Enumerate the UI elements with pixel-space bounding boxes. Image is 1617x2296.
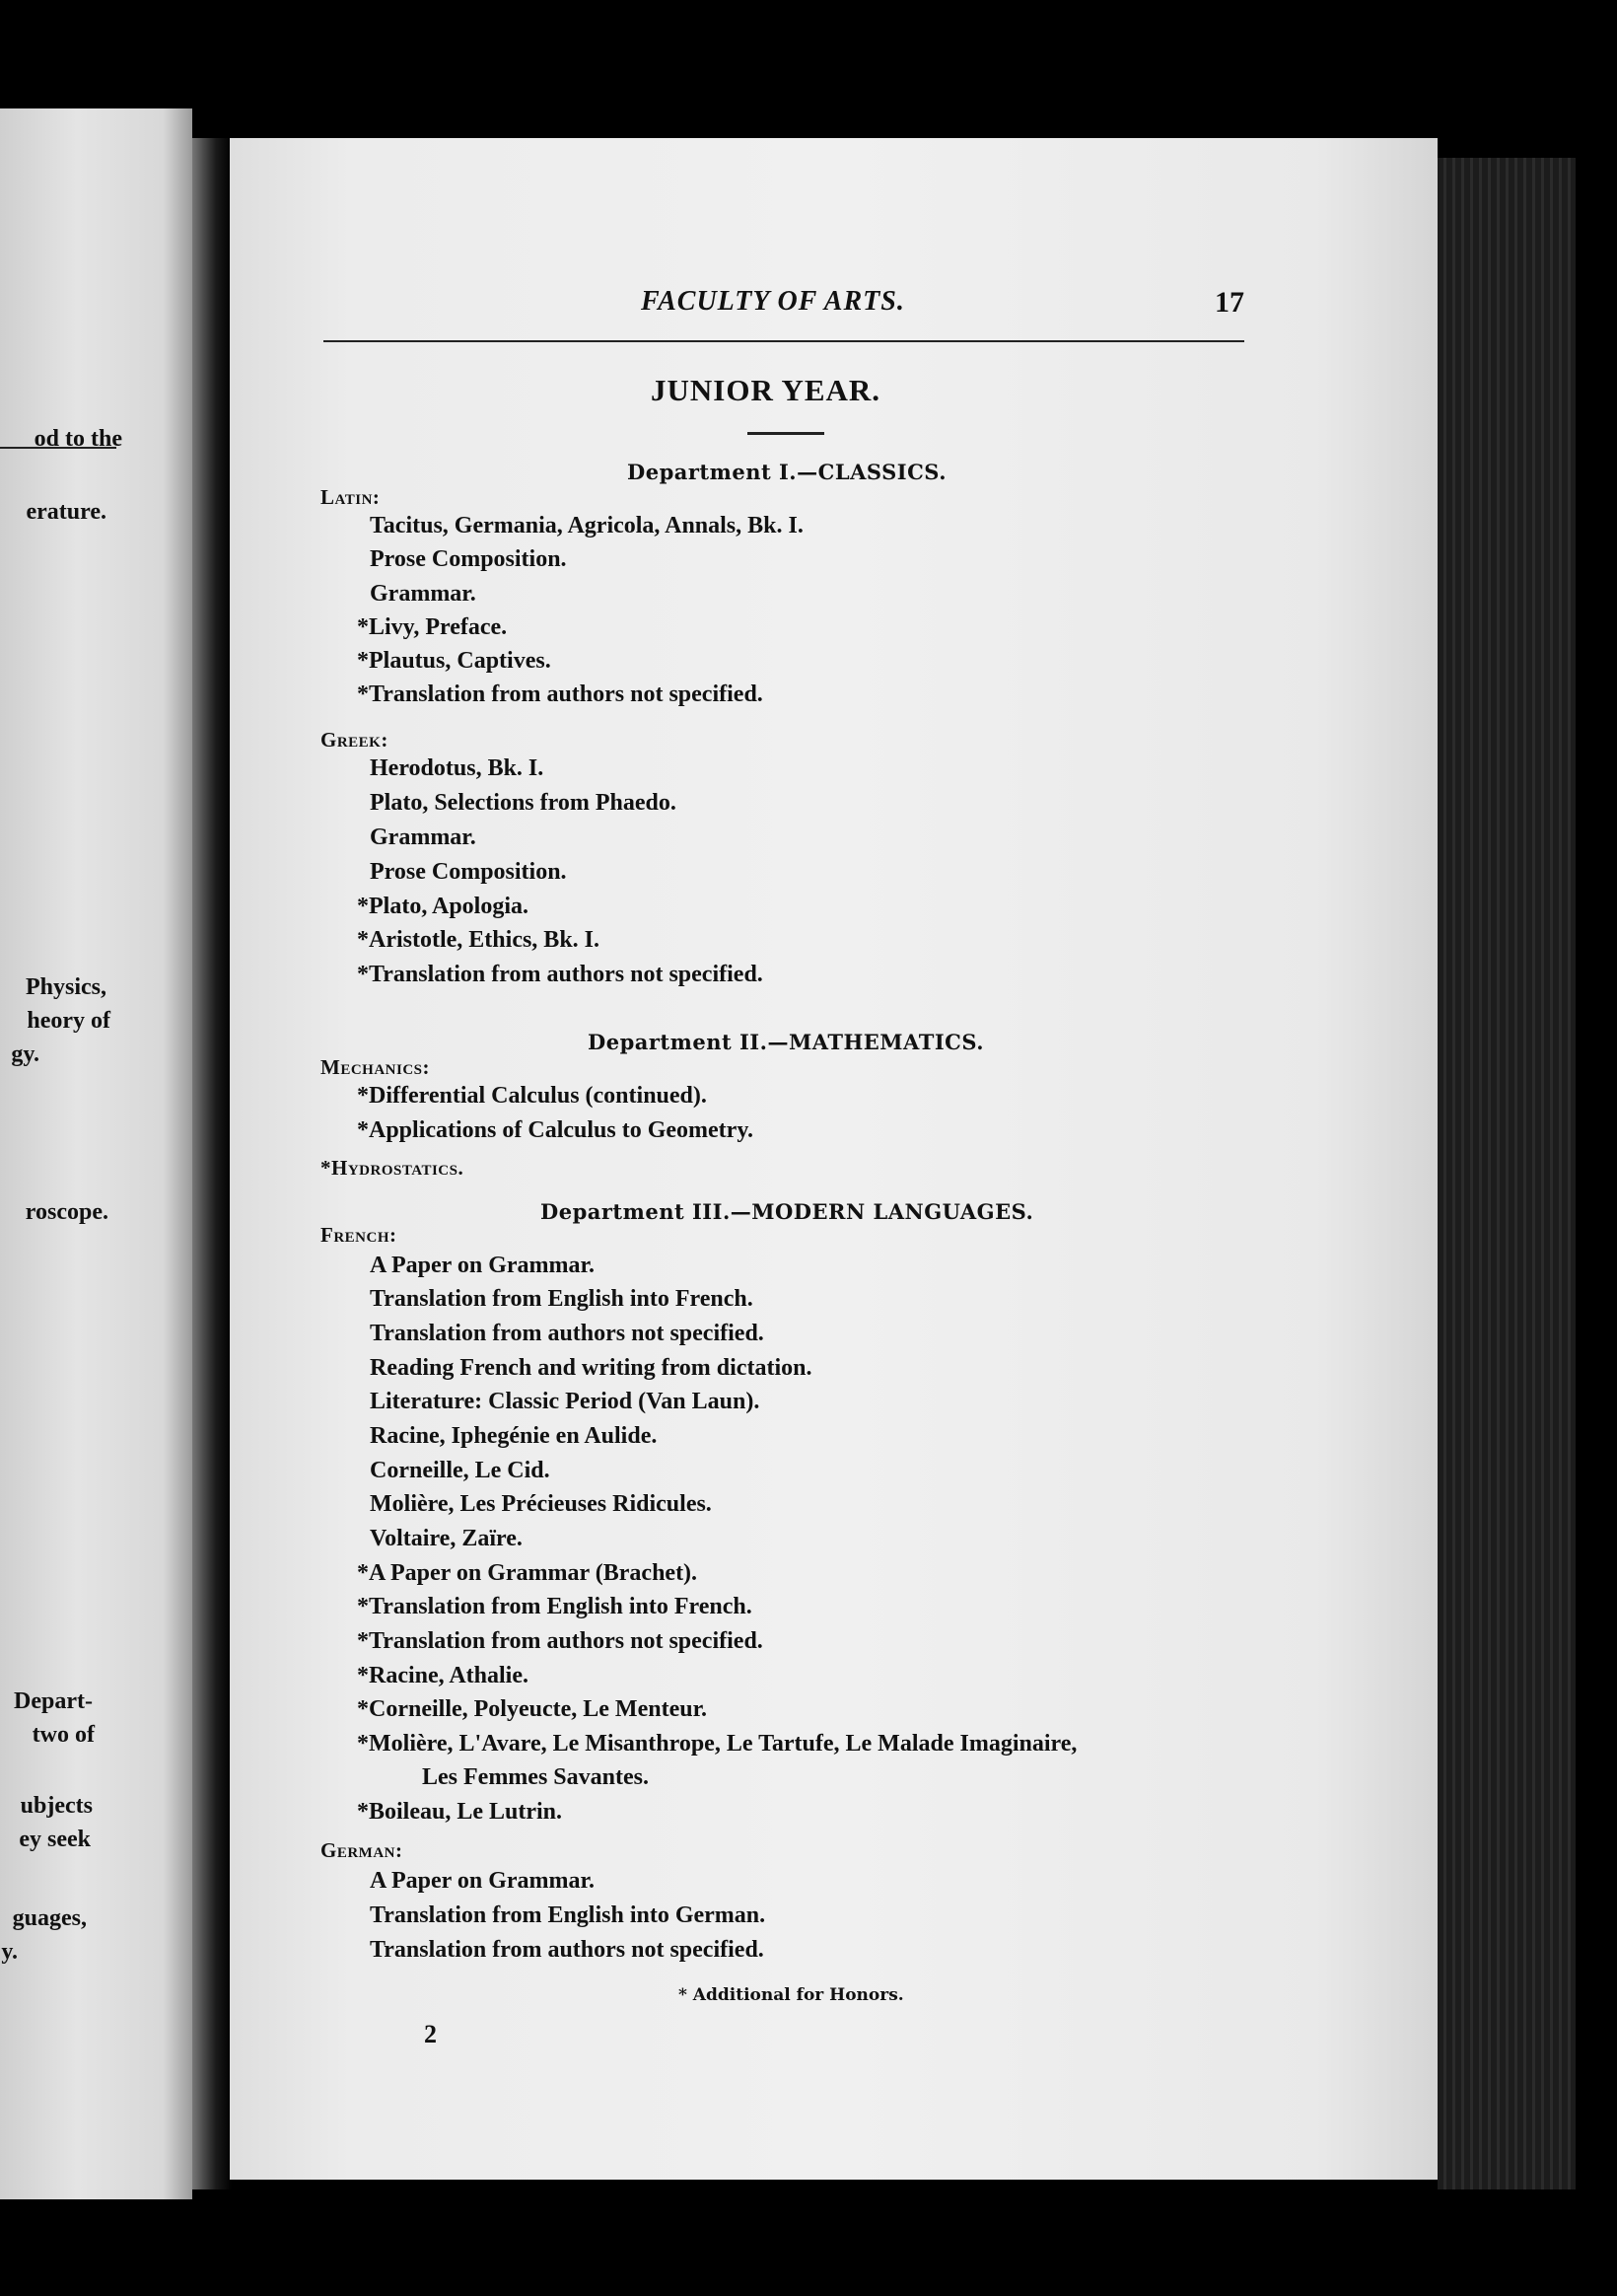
title-rule	[747, 432, 824, 435]
course-item: Grammar.	[370, 581, 476, 607]
course-item: *Corneille, Polyeucte, Le Menteur.	[357, 1696, 708, 1722]
course-item: *A Paper on Grammar (Brachet).	[357, 1560, 698, 1586]
department-heading: Department III.—MODERN LANGUAGES.	[540, 1199, 1034, 1224]
course-item: Translation from authors not specified.	[370, 1937, 764, 1963]
course-item: *Racine, Athalie.	[357, 1663, 528, 1688]
signature-mark: 2	[424, 2020, 437, 2048]
course-item: Grammar.	[370, 825, 476, 850]
left-facing-page	[0, 108, 192, 2199]
subject-heading: French:	[320, 1223, 397, 1247]
course-item: Racine, Iphegénie en Aulide.	[370, 1423, 658, 1449]
header-rule	[323, 340, 1244, 342]
course-item: *Livy, Preface.	[357, 614, 508, 640]
course-item: *Aristotle, Ethics, Bk. I.	[357, 927, 599, 953]
left-text-fragment: two of	[32, 1722, 95, 1748]
course-item: Translation from English into French.	[370, 1286, 753, 1312]
course-item: *Applications of Calculus to Geometry.	[357, 1117, 753, 1143]
course-item: Literature: Classic Period (Van Laun).	[370, 1389, 760, 1414]
course-item: A Paper on Grammar.	[370, 1868, 595, 1894]
running-header: FACULTY OF ARTS.	[641, 286, 905, 317]
left-text-fragment: erature.	[26, 499, 106, 525]
course-item: Herodotus, Bk. I.	[370, 755, 544, 781]
course-item: Translation from English into German.	[370, 1902, 766, 1928]
left-text-fragment: od to the	[34, 426, 122, 452]
department-heading: Department II.—MATHEMATICS.	[588, 1030, 985, 1054]
left-text-fragment: Physics,	[25, 974, 106, 1000]
left-text-fragment: ubjects	[20, 1793, 93, 1819]
course-item: *Boileau, Le Lutrin.	[357, 1799, 563, 1825]
course-item: Plato, Selections from Phaedo.	[370, 790, 676, 816]
course-item: Molière, Les Précieuses Ridicules.	[370, 1491, 712, 1517]
course-item: A Paper on Grammar.	[370, 1253, 595, 1278]
course-item: Translation from authors not specified.	[370, 1321, 764, 1346]
course-item: *Plato, Apologia.	[357, 894, 529, 919]
course-item: *Differential Calculus (continued).	[357, 1083, 707, 1109]
course-item: *Translation from authors not specified.	[357, 1628, 763, 1654]
subject-heading: German:	[320, 1838, 403, 1862]
subject-heading: *Hydrostatics.	[320, 1156, 464, 1180]
left-text-fragment: gy.	[11, 1041, 39, 1067]
course-item: Prose Composition.	[370, 859, 567, 885]
course-item-continuation: Les Femmes Savantes.	[422, 1764, 649, 1790]
course-item: *Molière, L'Avare, Le Misanthrope, Le Tartufe, Le Malade Imaginaire,	[357, 1731, 1078, 1757]
course-item: *Translation from authors not specified.	[357, 682, 763, 707]
subject-heading: Greek:	[320, 728, 388, 752]
left-text-fragment: ey seek	[19, 1827, 91, 1852]
course-item: *Plautus, Captives.	[357, 648, 551, 674]
book-gutter	[192, 138, 232, 2189]
course-item: *Translation from English into French.	[357, 1594, 752, 1619]
course-item: Prose Composition.	[370, 546, 567, 572]
course-item: Corneille, Le Cid.	[370, 1458, 550, 1483]
course-item: Tacitus, Germania, Agricola, Annals, Bk. I.	[370, 513, 804, 538]
subject-heading: Mechanics:	[320, 1055, 430, 1079]
page-block-edge	[1438, 158, 1576, 2189]
course-item: *Translation from authors not specified.	[357, 962, 763, 987]
left-text-fragment: roscope.	[25, 1199, 108, 1225]
left-text-fragment: guages,	[12, 1905, 87, 1931]
left-text-fragment: heory of	[27, 1008, 110, 1034]
subject-heading: Latin:	[320, 485, 381, 509]
course-item: Reading French and writing from dictation.	[370, 1355, 812, 1381]
footnote: * Additional for Honors.	[678, 1985, 904, 2005]
department-heading: Department I.—CLASSICS.	[627, 460, 948, 484]
section-title: JUNIOR YEAR.	[651, 373, 881, 407]
left-text-fragment: y.	[1, 1939, 18, 1965]
left-text-fragment: Depart-	[14, 1688, 93, 1714]
page-number: 17	[1215, 286, 1244, 319]
course-item: Voltaire, Zaïre.	[370, 1526, 523, 1551]
